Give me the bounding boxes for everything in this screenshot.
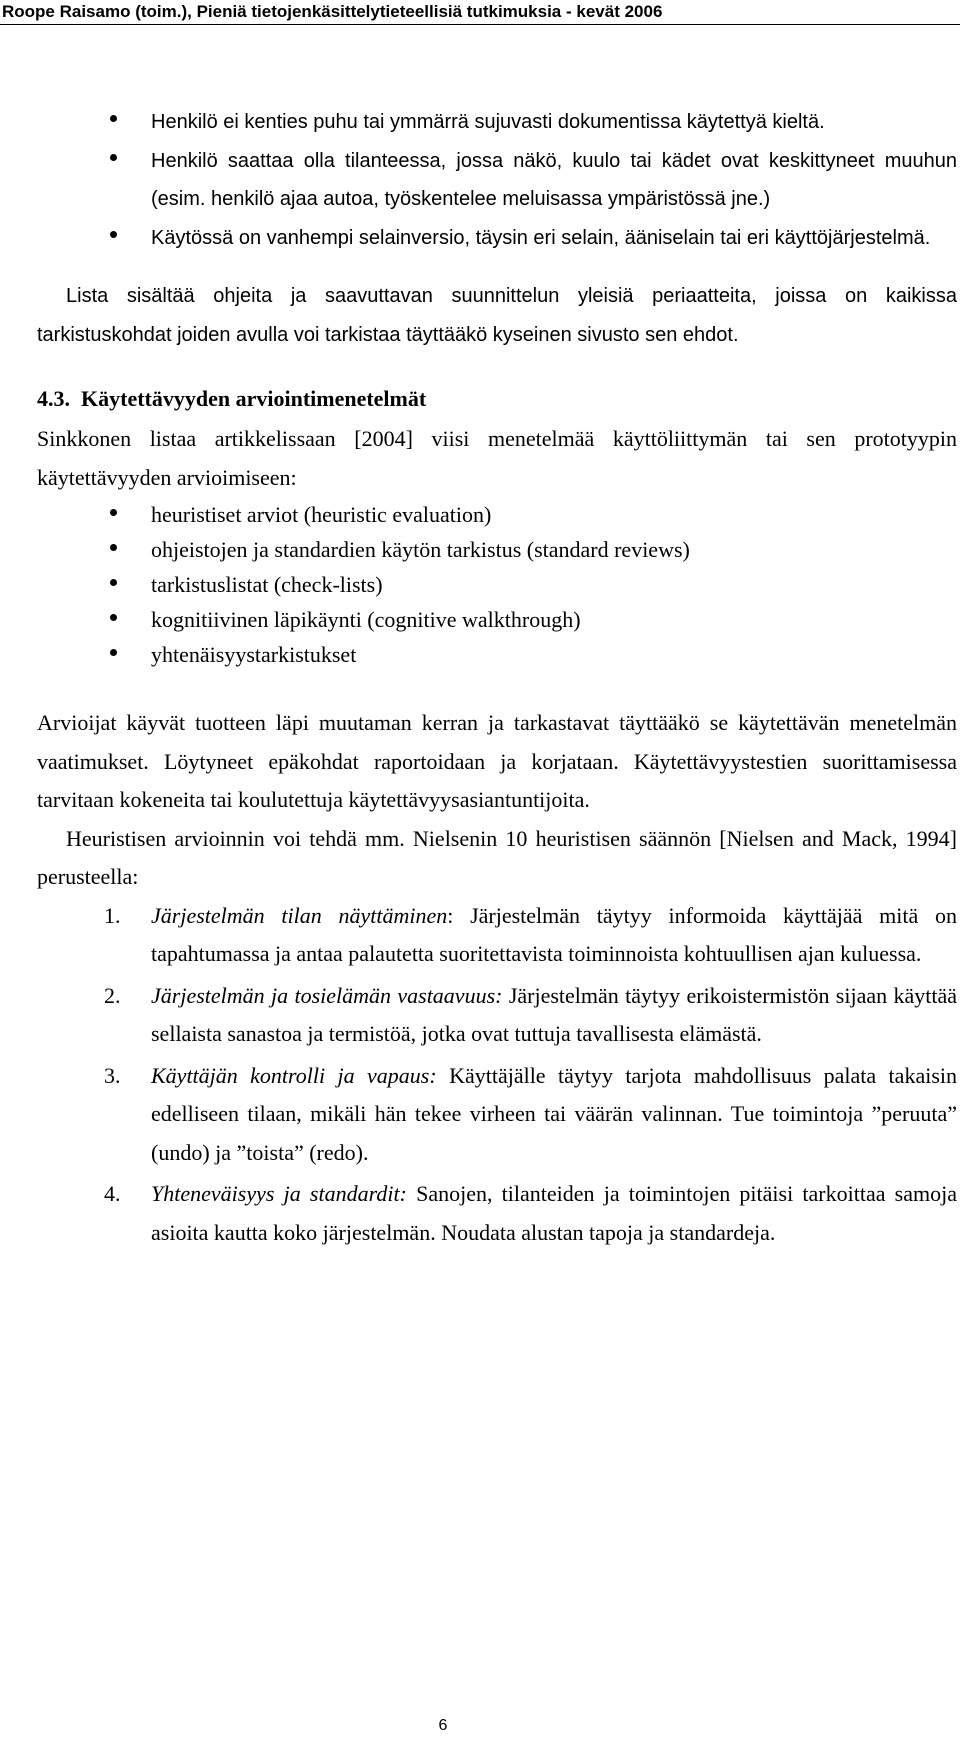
evaluators-paragraph: Arvioijat käyvät tuotteen läpi muutaman kerran ja tarkastavat täyttääkö se käytettävän menetelmän vaatimukset. Löytyneet epäkohdat raportoidaan ja korjataan. Käytettävyystestien suorittamisessa tarvitaan kokeneita tai koulutettuja käytettävyysasiantuntijoita. xyxy=(37,710,957,812)
list-item: ohjeistojen ja standardien käytön tarkistus (standard reviews) xyxy=(37,532,957,567)
list-item: Käytössä on vanhempi selainversio, täysin eri selain, ääniselain tai eri käyttöjärjestelmä. xyxy=(37,219,957,258)
page-body xyxy=(37,103,957,1255)
list-item: 2. Järjestelmän ja tosielämän vastaavuus: Järjestelmän täytyy erikoistermistön sijaan käyttää sellaista sanastoa ja termistöä, jotka ovat tuttuja tavallisesta elämästä. xyxy=(37,977,957,1054)
section-heading xyxy=(37,380,957,418)
bullet-icon xyxy=(110,115,117,122)
list-item: 4. Yhteneväisyys ja standardit: Sanojen, tilanteiden ja toimintojen pitäisi tarkoittaa samoja asioita kautta koko järjestelmän. Noudata alustan tapoja ja standardeja. xyxy=(37,1175,957,1252)
bullet-icon xyxy=(110,509,117,516)
bullet-icon xyxy=(110,154,117,161)
list-item: 3. Käyttäjän kontrolli ja vapaus: Käyttäjälle täytyy tarjota mahdollisuus palata takaisin edelliseen tilaan, mikäli hän tekee virheen tai väärän valinnan. Tue toimintoja ”peruuta” (undo) ja ”toista” (redo). xyxy=(37,1057,957,1173)
heuristic-term: Järjestelmän tilan näyttäminen xyxy=(151,902,448,928)
bullet-icon xyxy=(110,544,117,551)
section-number: 4.3. xyxy=(37,386,70,411)
heuristic-paragraph: Heuristisen arvioinnin voi tehdä mm. Nielsenin 10 heuristisen säännön [Nielsen and Mack, 1994] perusteella: xyxy=(37,825,957,889)
bullet-icon xyxy=(110,579,117,586)
item-number: 4. xyxy=(104,1181,121,1206)
bullet-icon xyxy=(110,231,117,238)
section-title: Käytettävyyden arviointimenetelmät xyxy=(81,386,427,411)
bullet-icon xyxy=(110,649,117,656)
list-item: Henkilö saattaa olla tilanteessa, jossa näkö, kuulo tai kädet ovat keskittyneet muuhun (esim. henkilö ajaa autoa, työskentelee meluisassa ympäristössä jne.) xyxy=(37,142,957,219)
list-item: tarkistuslistat (check-lists) xyxy=(37,567,957,602)
item-number: 2. xyxy=(104,982,121,1008)
item-number: 1. xyxy=(104,902,121,928)
page-number: 6 xyxy=(438,1717,448,1734)
heuristic-term: Yhteneväisyys ja standardit: xyxy=(151,1181,407,1206)
accessibility-bullet-list xyxy=(37,103,957,257)
item-number: 3. xyxy=(104,1062,121,1088)
list-description-paragraph: Lista sisältää ohjeita ja saavuttavan suunnittelun yleisiä periaatteita, joissa on kaikissa tarkistuskohdat joiden avulla voi tarkistaa täyttääkö kyseinen sivusto sen ehdot. xyxy=(37,285,957,346)
heuristic-term: Järjestelmän ja tosielämän vastaavuus: xyxy=(151,982,503,1008)
list-item: 1. Järjestelmän tilan näyttäminen: Järjestelmän täytyy informoida käyttäjää mitä on tapahtumassa ja antaa palautetta suoritettavista toiminnoista kohtuullisen ajan kuluessa. xyxy=(37,897,957,974)
list-item: heuristiset arviot (heuristic evaluation) xyxy=(37,497,957,532)
heuristics-list xyxy=(37,897,957,1253)
list-item: Henkilö ei kenties puhu tai ymmärrä sujuvasti dokumentissa käytettyä kieltä. xyxy=(37,103,957,142)
intro-paragraph: Sinkkonen listaa artikkelissaan [2004] viisi menetelmää käyttöliittymän tai sen prototyypin käytettävyyden arvioimiseen: xyxy=(37,426,957,490)
bullet-icon xyxy=(110,614,117,621)
list-item: yhtenäisyystarkistukset xyxy=(37,637,957,672)
list-item: kognitiivinen läpikäynti (cognitive walkthrough) xyxy=(37,602,957,637)
methods-list xyxy=(37,497,957,672)
heuristic-term: Käyttäjän kontrolli ja vapaus: xyxy=(151,1062,437,1088)
running-header: Roope Raisamo (toim.), Pieniä tietojenkäsittelytieteellisiä tutkimuksia - kevät 2006 xyxy=(0,0,960,25)
